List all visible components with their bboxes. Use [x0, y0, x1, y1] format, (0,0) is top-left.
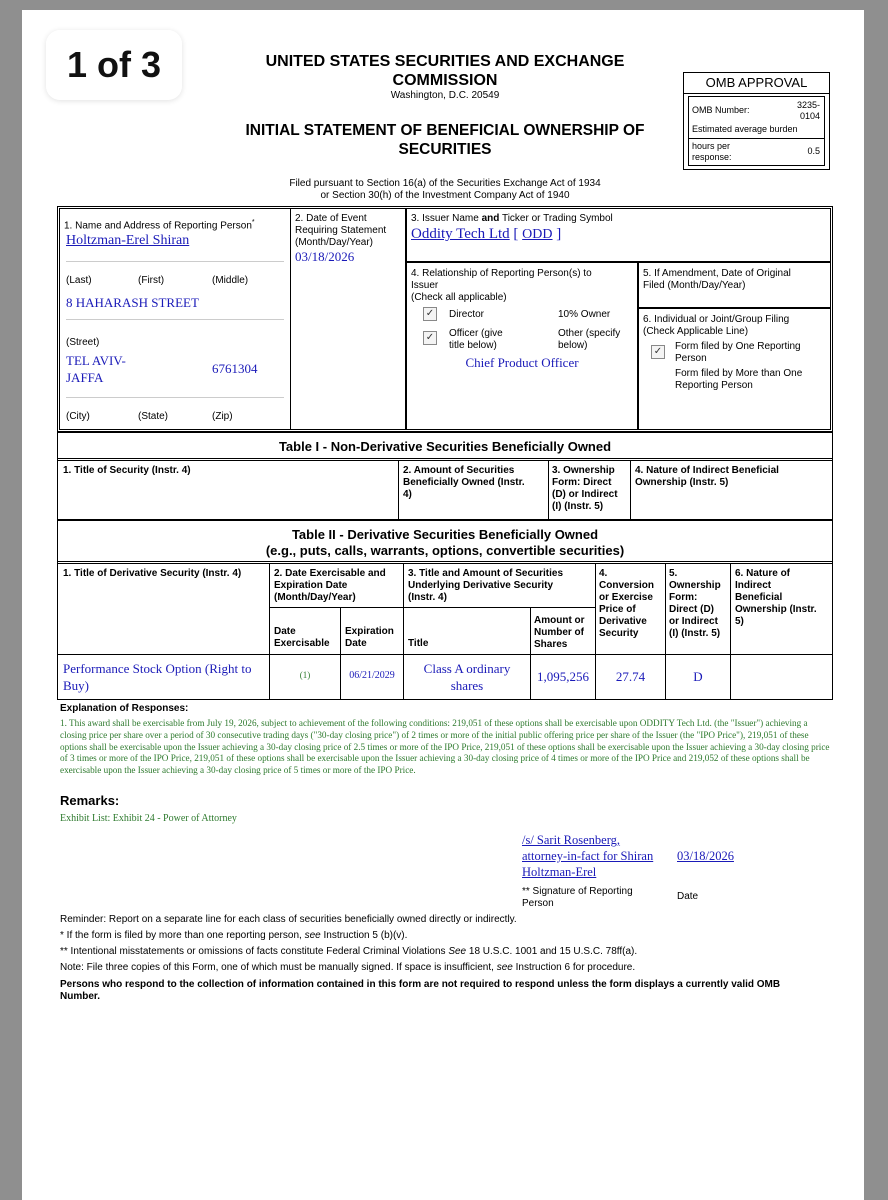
underlying-amount: 1,095,256: [537, 669, 589, 684]
derivative-security-title: Performance Stock Option (Right to Buy): [63, 661, 252, 693]
filed-pursuant: Filed pursuant to Section 16(a) of the Securities Exchange Act of 1934 or Section 30(h) of the Investment Company Act of 1940: [289, 178, 601, 201]
omb-details: OMB Number: 3235- 0104 Estimated average burden hours per response: 0.5: [688, 96, 825, 166]
ticker-link[interactable]: ODD: [522, 227, 553, 242]
page-counter-badge: 1 of 3: [46, 30, 182, 100]
table-2: Table II - Derivative Securities Beneficially Owned (e.g., puts, calls, warrants, options, convertible securities) 1. Title of Derivative Security (Instr. 4) 2. Date Exercisable and Expiration Date (Month/Day/Year) 3. Title and Amount of Securities Underlying Derivative Security (Instr. 4) 4. Conversion or Exercise Price of Derivative Security 5. Ownership Form: Direct (D) or Indirect (I) (Instr. 5) 6. Nature of Indirect Beneficial Ownership (Instr. 5) Date Exercisable Expiration Date Title Amount or Number of Shares Performance Stock Option (Right to Buy) (1) 06/21/2029 Class A ordinary shares 1,095,256 27.74 D: [57, 520, 833, 700]
agency-location: Washington, D.C. 20549: [390, 90, 500, 101]
officer-title: Chief Product Officer: [465, 355, 579, 370]
agency-title: UNITED STATES SECURITIES AND EXCHANGE COMMISSION: [265, 53, 625, 89]
footnote-ref-link[interactable]: (1): [299, 670, 311, 680]
ownership-form: D: [693, 669, 703, 684]
exercise-price: 27.74: [615, 669, 646, 684]
expiration-date: 06/21/2029: [349, 670, 395, 681]
omb-notice: Persons who respond to the collection of information contained in this form are not required to respond unless the form displays a currently valid OMB Number.: [60, 979, 781, 1002]
event-date: 03/18/2026: [295, 249, 355, 264]
omb-title: OMB APPROVAL: [684, 73, 829, 94]
director-checkbox[interactable]: ✓: [423, 307, 437, 321]
box-5-amendment: 5. If Amendment, Date of Original Filed (Month/Day/Year): [638, 262, 831, 308]
footnote-copies: Note: File three copies of this Form, one of which must be manually signed. If space is insufficient, see Instruction 6 for procedure.: [60, 962, 636, 973]
signature-date: 03/18/2026: [677, 849, 734, 863]
city: TEL AVIV- JAFFA: [66, 353, 126, 385]
explanation-heading: Explanation of Responses:: [60, 703, 189, 714]
table-1: Table I - Non-Derivative Securities Beneficially Owned 1. Title of Security (Instr. 4) 2. Amount of Securities Beneficially Owned (Instr. 4) 3. Ownership Form: Direct (D) or Indirect (I) (Instr. 5) 4. Nature of Indirect Beneficial Ownership (Instr. 5): [57, 432, 833, 520]
box-4-relationship: 4. Relationship of Reporting Person(s) to Issuer (Check all applicable) ✓ Director 10% Owner ✓ Officer (give title below) Other (specify below) Chief Product Officer: [406, 262, 638, 430]
signature-label: ** Signature of Reporting Person: [522, 886, 633, 909]
reporting-person-name-link[interactable]: Holtzman-Erel Shiran: [66, 233, 190, 248]
issuer-name-link[interactable]: Oddity Tech Ltd: [411, 226, 510, 242]
signature-link[interactable]: /s/ Sarit Rosenberg, attorney-in-fact for Shiran Holtzman-Erel: [522, 833, 654, 879]
reminder-text: Reminder: Report on a separate line for each class of securities beneficially owned directly or indirectly.: [60, 914, 517, 925]
explanation-footnote-1: 1. This award shall be exercisable from July 19, 2026, subject to achievement of the following conditions: 219,051 of these options shall be exercisable upon ODDITY Tech Ltd. (the "Issuer") achieving a closing price per share over a period of 30 consecutive trading days ("30-day closing price") of 2 times or more of the initial public offering price per share of the Issuer (the "IPO Price"), 219,051 of these options shall be exercisable upon the Issuer achieving a 30-day closing price of 2.5 times or more of the IPO Price, 219,051 of these options shall be exercisable upon the Issuer achieving a 30-day closing price of 3 times or more of the IPO Price, 219,051 of these options shall be exercisable upon the Issuer achieving a 30-day closing price of 4 times or more of the IPO Price and 219,052 of these options shall be exercisable upon the Issuer achieving a 30-day closing price of 5 times or more of the IPO Price.: [60, 718, 830, 776]
footnote-multiple-persons: * If the form is filed by more than one reporting person, see Instruction 5 (b)(v).: [60, 930, 408, 941]
table-2-title: Table II - Derivative Securities Beneficially Owned (e.g., puts, calls, warrants, options, convertible securities): [265, 527, 625, 558]
box-6-filing-type: 6. Individual or Joint/Group Filing (Check Applicable Line) ✓ Form filed by One Reporting Person Form filed by More than One Reporting Person: [638, 308, 831, 430]
officer-checkbox[interactable]: ✓: [423, 331, 437, 345]
table-1-title: Table I - Non-Derivative Securities Beneficially Owned: [278, 439, 612, 454]
omb-approval-box: [683, 72, 830, 170]
box-1-reporting-person: 1. Name and Address of Reporting Person* Holtzman-Erel Shiran (Last) (First) (Middle) 8 HAHARASH STREET (Street) TEL AVIV- JAFFA 6761304 (City) (State) (Zip): [59, 208, 291, 430]
remarks-heading: Remarks:: [60, 793, 120, 808]
underlying-title: Class A ordinary shares: [423, 661, 511, 693]
remarks-text: Exhibit List: Exhibit 24 - Power of Attorney: [60, 813, 237, 824]
box-3-issuer: 3. Issuer Name and Ticker or Trading Symbol Oddity Tech Ltd [ ODD ]: [406, 208, 831, 262]
street-address: 8 HAHARASH STREET: [66, 295, 199, 310]
footnote-violations: ** Intentional misstatements or omissions of facts constitute Federal Criminal Violations See 18 U.S.C. 1001 and 15 U.S.C. 78ff(a).: [60, 946, 638, 957]
form-title: INITIAL STATEMENT OF BENEFICIAL OWNERSHIP OF SECURITIES: [245, 122, 645, 158]
one-reporting-person-checkbox[interactable]: ✓: [651, 345, 665, 359]
date-label: Date: [677, 891, 699, 902]
zip-code: 6761304: [212, 361, 258, 376]
box-2-date-of-event: 2. Date of Event Requiring Statement (Month/Day/Year) 03/18/2026: [290, 208, 406, 430]
